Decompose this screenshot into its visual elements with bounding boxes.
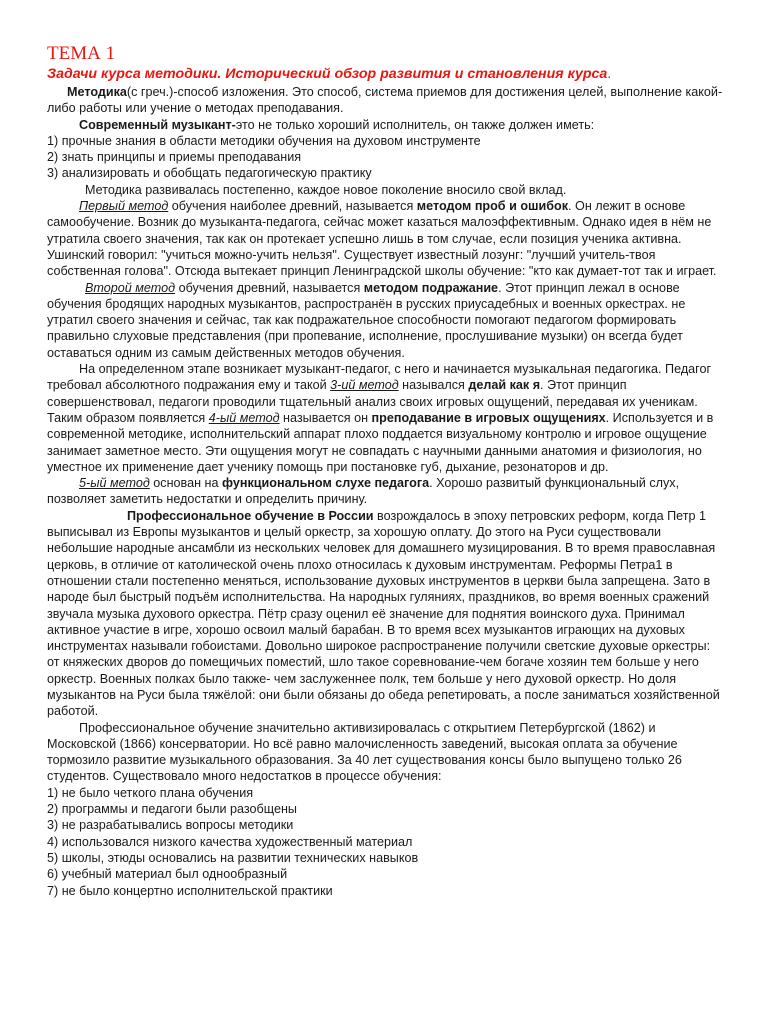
requirements-list-item: 3) анализировать и обобщать педагогическую практику [47, 166, 372, 181]
first-method-text-2: . Он лежит в основе самообучение. Возник до музыканта-педагога, сейчас может казаться малоэффективным. Однако идея в нём не утратила своего значения, так как он протекает успешно лишь в том случае, если позиция ученика активна. Ушинский говорил: "учиться можно-учить нельзя". Существует известный лозунг: "лучший учитель-твоя собственная голова". Отсюда вытекает принцип Ленинградской школы обучение: "кто как думает-тот так и играет. [47, 199, 717, 279]
paragraph-third-fourth-method [47, 361, 723, 475]
shortcomings-list-item: 2) программы и педагоги были разобщены [47, 802, 297, 817]
fifth-method-text-1: основан на [149, 476, 223, 491]
third-method-text-2: назывался [398, 378, 469, 393]
term-modern-musician: Современный музыкант- [79, 117, 236, 132]
modern-musician-text: это не только хороший исполнитель, он также должен иметь: [235, 117, 595, 132]
term-methodology: Методика [67, 85, 127, 99]
fifth-method-text-2: . Хорошо развитый функциональный слух, позволяет заметить недостатки и определить причину. [47, 476, 680, 507]
third-method-text-1: На определенном этапе возникает музыкант-педагог, с него и начинается музыкальная педагогика. Педагог требовал абсолютного подражания ему и такой [47, 362, 712, 393]
third-method-text-3: . Этот принцип совершенствовал, педагоги проводили тщательный анализ своих игровых ощущений, передавая их ученикам. Таким образом появляется [47, 378, 698, 425]
shortcomings-list-item: 4) использовался низкого качества художественный материал [47, 834, 413, 849]
fourth-method-text-2: . Используется и в современной методике, исполнительский аппарат плохо поддается визуальному контролю и игровое ощущение занимает заметное место. Эти ощущения могут не совпадать с научными данными анатомия и физиология, но уместное их применение дает ученику помощь при постановке губ, дыхание, резонаторов и др. [47, 410, 714, 474]
third-method-label: 3-ий метод [330, 378, 399, 393]
play-sensations-term: преподавание в игровых ощущениях [371, 410, 606, 425]
shortcomings-list-item: 7) не было концертно исполнительской практики [47, 883, 333, 898]
fourth-method-text-1: называется он [279, 410, 372, 425]
second-method-label: Второй метод [85, 280, 176, 295]
trial-and-error-term: методом проб и ошибок [416, 199, 569, 214]
lesson-title-dot: . [607, 66, 612, 82]
requirements-list-item: 2) знать принципы и приемы преподавания [47, 150, 302, 165]
first-method-text-1: обучения наиболее древний, называется [168, 199, 417, 214]
topic-heading: ТЕМА 1 [47, 43, 116, 64]
shortcomings-list-item: 6) учебный материал был однообразный [47, 867, 288, 882]
first-method-label: Первый метод [79, 199, 169, 214]
functional-hearing-term: функциональном слухе педагога [222, 476, 430, 491]
lesson-title-text: Задачи курса методики. Исторический обзор развития и становления курса [47, 66, 608, 82]
paragraph-fifth-method [47, 475, 723, 508]
professional-education-term: Профессиональное обучение в России [127, 508, 374, 523]
shortcomings-list-item: 1) не было четкого плана обучения [47, 785, 254, 800]
paragraph-methodology-definition [47, 84, 723, 117]
requirements-list-item: 1) прочные знания в области методики обучения на духовом инструменте [47, 133, 481, 148]
methodology-definition-text: (с греч.)-способ изложения. Это способ, система приемов для достижения целей, выполнение какой-либо работы или учение о методах преподавания. [47, 85, 723, 116]
paragraph-second-method [47, 280, 723, 361]
second-method-text-2: . Этот принцип лежал в основе обучения бродящих народных музыкантов, распространён в русских приусадебных и военных оркестрах. не утратил своего значения и сейчас, так как подражательное способности помогают педагогом формировать правильно слуховые представления (при пропевание, исполнение, прослушивание музыки) он всегда будет оставаться одним из самым действенных методов обучения. [47, 280, 686, 360]
paragraph-conservatories: Профессиональное обучение значительно активизировалась с открытием Петербургской (1862) и Московской (1866) консерватории. Но всё равно малочисленность заведений, высокая оплата за обучение тормозило развитие музыкального образования. За 40 лет существования консы было выпущено только 26 студентов. Существовало много недостатков в процессе обучения: [47, 720, 682, 784]
lesson-title [47, 65, 723, 84]
imitation-term: методом подражание [363, 280, 499, 295]
paragraph-modern-musician [47, 117, 723, 133]
shortcomings-list-item: 3) не разрабатывались вопросы методики [47, 818, 294, 833]
fourth-method-label: 4-ый метод [208, 410, 280, 425]
professional-education-text: возрождалось в эпоху петровских реформ, когда Петр 1 выписывал из Европы музыкантов и целый оркестр, за хорошую оплату. До этого на Руси существовали небольшие народные ансамбли из нескольких человек для домашнего музицирования. В то время православная церковь, в отличие от католической очень плохо относилась к духовым инструментам. Реформы Петра1 в отношении стали постепенно меняться, использование духовых инструментов в церкви была запрещена. Зато в народе был быстрый подъём исполнительства. На народных гуляниях, праздников, во время военных сражений звучала музыка духового оркестра. Пётр сразу оценил её значение для поднятия воинского духа. Принимал активное участие в игре, хорошо освоил малый барабан. В то время всех музыкантов играющих на духовых инструментах называли гобоистами. Довольно широкое распространение получили светские духовые оркестры: от княжеских дворов до помещичьих поместий, шло такое соревнование-чем богаче хозяин тем больше у него оркестр. Военных полках было также- чем заслуженнее полк, тем больше у него духовой оркестр. Но доля музыкантов на Руси была тяжёлой: они были обязаны до обеда репетировать, а после заниматься хозяйственной работой. [47, 508, 720, 719]
shortcomings-list-item: 5) школы, этюды основались на развитии технических навыков [47, 850, 419, 865]
paragraph-first-method [47, 198, 723, 279]
paragraph-professional-education [47, 508, 723, 720]
second-method-text-1: обучения древний, называется [175, 280, 364, 295]
document-body [47, 43, 723, 899]
do-as-i-do-term: делай как я [468, 378, 541, 393]
paragraph-methodology-development: Методика развивалась постепенно, каждое новое поколение вносило свой вклад. [85, 182, 567, 197]
fifth-method-label: 5-ый метод [79, 476, 150, 491]
